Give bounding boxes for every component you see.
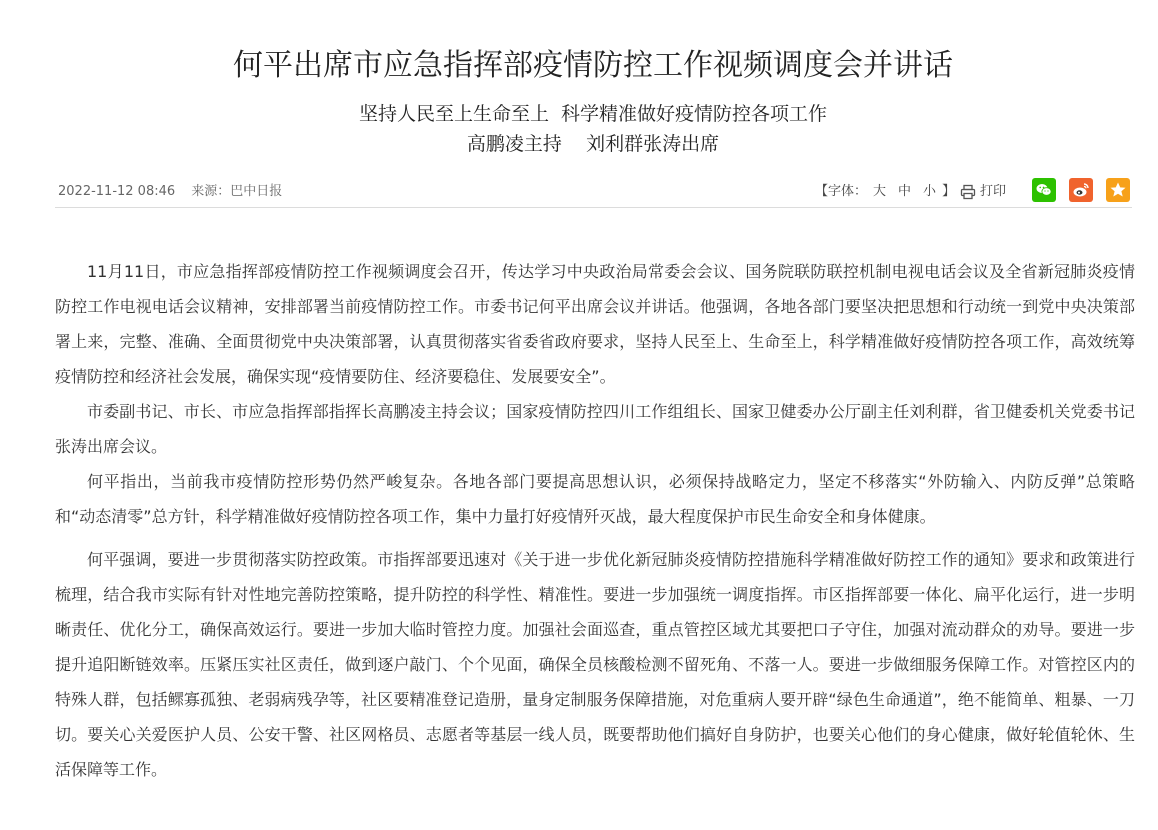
print-button[interactable] (960, 180, 1006, 204)
article-paragraph: 何平强调，要进一步贯彻落实防控政策。市指挥部要迅速对《关于进一步优化新冠肺炎疫情防控措施科学精准做好防控工作的通知》要求和政策进行梳理，结合我市实际有针对性地完善防控策略，提升防控的科学性、精准性。要进一步加强统一调度指挥。市区指挥部要一体化、扁平化运行，进一步明晰责任、优化分工，确保高效运行。要进一步加大临时管控力度。加强社会面巡查，重点管控区域尤其要把口子守住，加强对流动群众的劝导。要进一步提升追阳断链效率。压紧压实社区责任，做到逐户敲门、个个见面，确保全员核酸检测不留死角、不落一人。要进一步做细服务保障工作。对管控区内的特殊人群，包括鳏寡孤独、老弱病残孕等，社区要精准登记造册，量身定制服务保障措施，对危重病人要开辟“绿色生命通道”，绝不能简单、粗暴、一刀切。要关心关爱医护人员、公安干警、社区网格员、志愿者等基层一线人员，既要帮助他们搞好自身防护，也要关心他们的身心健康，做好轮值轮休、生活保障等工作。 (55, 550, 1135, 779)
font-size-selector (815, 183, 955, 201)
favorite-button[interactable] (1106, 178, 1130, 202)
article-paragraph: 何平指出，当前我市疫情防控形势仍然严峻复杂。各地各部门要提高思想认识，必须保持战略定力，坚定不移落实“外防输入、内防反弹”总策略和“动态清零”总方针，科学精准做好疫情防控各项工作，集中力量打好疫情歼灭战，最大程度保护市民生命安全和身体健康。 (55, 472, 1135, 526)
article-paragraph: 市委副书记、市长、市应急指挥部指挥长高鹏凌主持会议；国家疫情防控四川工作组组长、国家卫健委办公厅副主任刘利群，省卫健委机关党委书记张涛出席会议。 (55, 402, 1135, 456)
article-title: 何平出席市应急指挥部疫情防控工作视频调度会并讲话 (233, 48, 953, 83)
article-byline: 高鹏凌主持 刘利群张涛出席 (466, 133, 720, 155)
font-size-label: 【字体： (815, 184, 868, 199)
share-weibo-button[interactable] (1069, 178, 1093, 202)
article-subtitle: 坚持人民至上生命至上 科学精准做好疫情防控各项工作 (358, 103, 828, 125)
share-wechat-button[interactable] (1032, 178, 1056, 202)
article-source: 来源：巴中日报 (191, 184, 283, 199)
font-size-small-button[interactable]: 小 (923, 184, 937, 199)
publish-datetime: 2022-11-12 08:46 (58, 184, 176, 199)
article-body (55, 254, 1135, 787)
print-label: 打印 (980, 184, 1007, 199)
article-paragraph: 11月11日，市应急指挥部疫情防控工作视频调度会召开，传达学习中央政治局常委会会议、国务院联防联控机制电视电话会议及全省新冠肺炎疫情防控工作电视电话会议精神，安排部署当前疫情防控工作。市委书记何平出席会议并讲话。他强调，各地各部门要坚决把思想和行动统一到党中央决策部署上来，完整、准确、全面贯彻党中央决策部署，认真贯彻落实省委省政府要求，坚持人民至上、生命至上，科学精准做好疫情防控各项工作，高效统筹疫情防控和经济社会发展，确保实现“疫情要防住、经济要稳住、发展要安全”。 (55, 262, 1135, 386)
font-size-large-button[interactable]: 大 (873, 184, 887, 199)
printer-icon (960, 184, 976, 200)
article-meta-bar (55, 177, 1132, 208)
weibo-icon (1069, 178, 1093, 202)
star-icon (1106, 178, 1130, 202)
font-size-medium-button[interactable]: 中 (898, 184, 912, 199)
font-size-label-close: 】 (942, 184, 956, 199)
article-info (58, 183, 294, 201)
wechat-icon (1032, 178, 1056, 202)
